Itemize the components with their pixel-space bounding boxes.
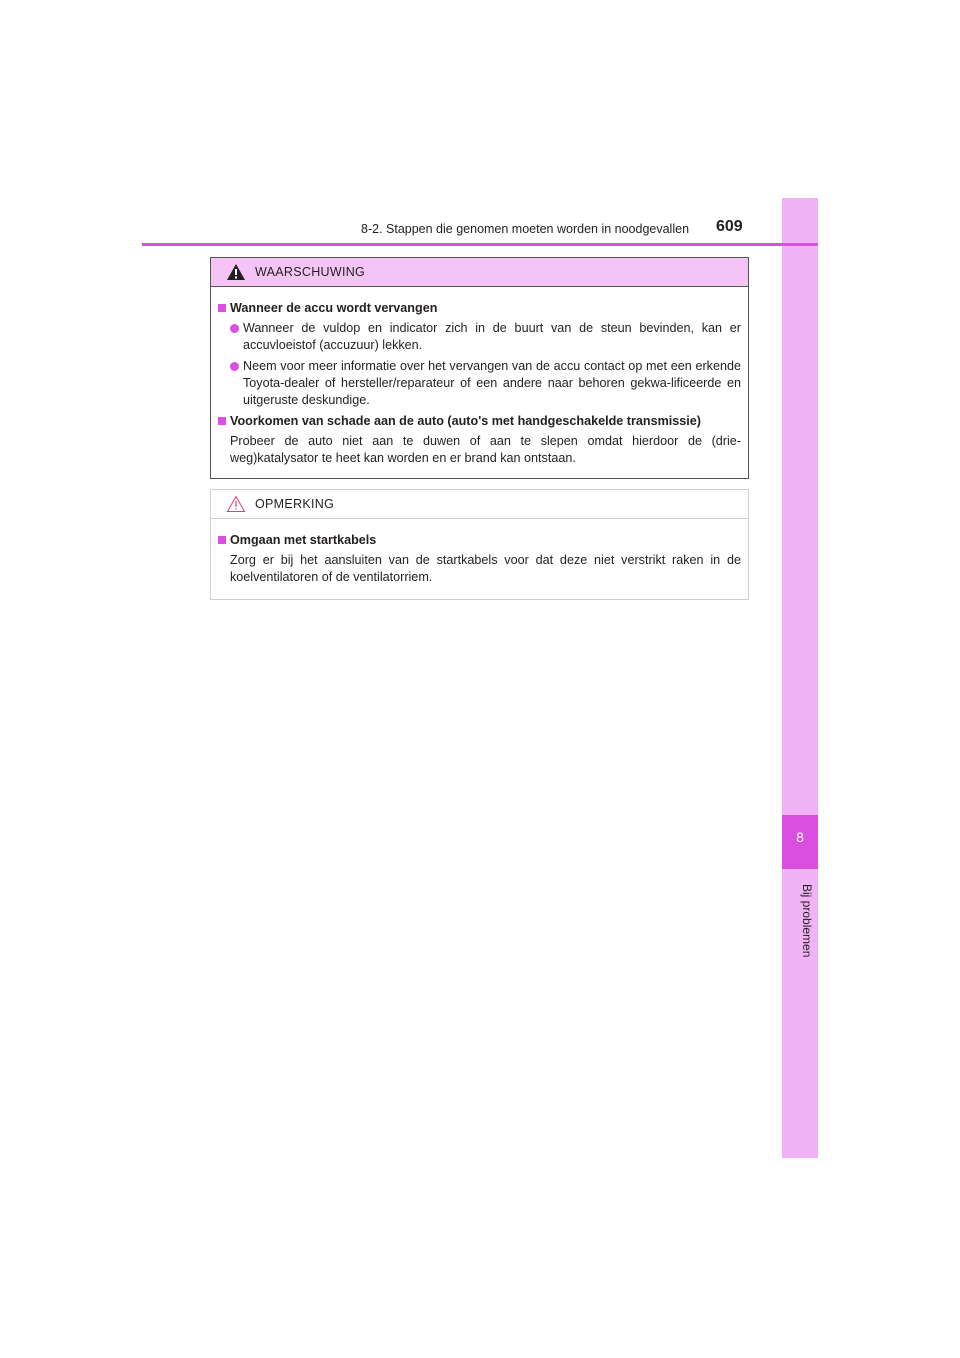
caution-triangle-icon xyxy=(226,495,246,513)
chapter-number: 8 xyxy=(796,829,804,845)
warning-header xyxy=(211,258,748,287)
warning-paragraph: Probeer de auto niet aan te duwen of aan te slepen omdat hierdoor de (drie-weg)katalysator te heet kan worden en er brand kan ontstaan. xyxy=(230,434,741,465)
heading-text: Omgaan met startkabels xyxy=(230,533,377,547)
square-bullet-icon xyxy=(218,536,226,544)
round-bullet-icon xyxy=(230,324,239,333)
header-rule xyxy=(142,243,818,246)
chapter-label: Bij problemen xyxy=(800,884,814,958)
note-paragraph: Zorg er bij het aansluiten van de startkabels voor dat deze niet verstrikt raken in de koelventilatoren of de ventilatorriem. xyxy=(230,553,741,584)
note-title: OPMERKING xyxy=(255,497,335,511)
note-box xyxy=(210,489,749,600)
page-number: 609 xyxy=(716,218,743,235)
heading-text: Wanneer de accu wordt vervangen xyxy=(230,301,438,315)
bullet-text: Neem voor meer informatie over het vervangen van de accu contact op met een erkende Toyota-dealer of hersteller/reparateur of een andere naar behoren gekwa-lificeerde en uitgeruste deskundige. xyxy=(243,359,741,407)
round-bullet-icon xyxy=(230,362,239,371)
section-title: 8-2. Stappen die genomen moeten worden in noodgevallen xyxy=(361,222,690,236)
warning-body xyxy=(211,287,748,467)
chapter-number-block xyxy=(782,815,818,869)
square-bullet-icon xyxy=(218,417,226,425)
square-bullet-icon xyxy=(218,304,226,312)
note-heading xyxy=(218,532,741,549)
chapter-side-tab xyxy=(782,198,818,1158)
bullet-text: Wanneer de vuldop en indicator zich in de buurt van de steun bevinden, kan er accuvloeistof (accuzuur) lekken. xyxy=(243,321,741,352)
warning-title: WAARSCHUWING xyxy=(255,265,366,279)
note-body xyxy=(211,519,748,586)
bullet-item xyxy=(218,358,741,409)
warning-heading-battery xyxy=(218,300,741,317)
heading-text: Voorkomen van schade aan de auto (auto's met handgeschakelde transmissie) xyxy=(230,414,701,428)
bullet-item xyxy=(218,320,741,354)
warning-box xyxy=(210,257,749,479)
note-header xyxy=(211,490,748,519)
warning-triangle-icon xyxy=(226,263,246,281)
warning-heading-damage xyxy=(218,413,741,430)
